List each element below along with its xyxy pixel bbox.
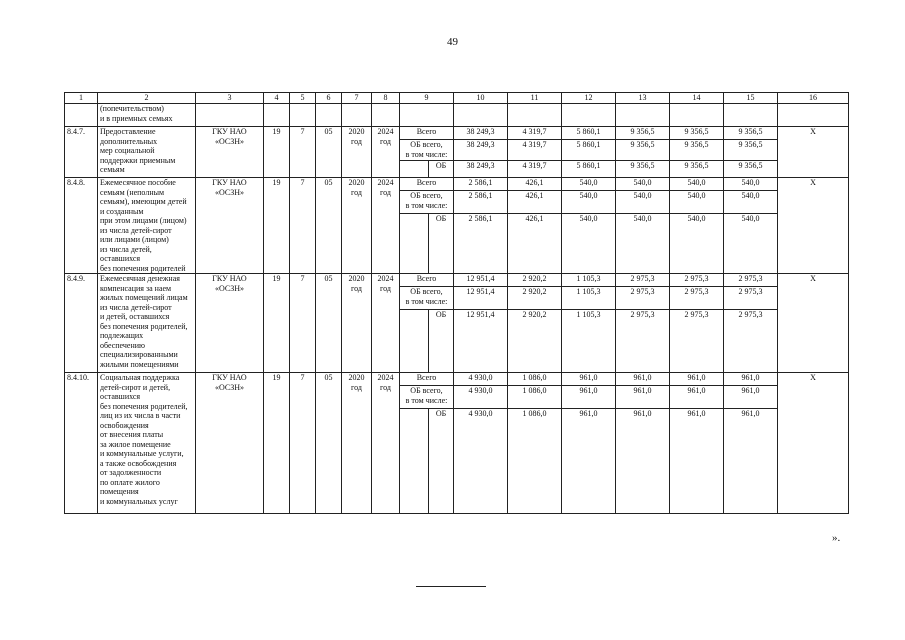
code-col-5: 7 xyxy=(290,178,316,274)
measure-row xyxy=(65,373,849,386)
value-col-12: 5 860,1 xyxy=(562,140,616,161)
code-col-5: 7 xyxy=(290,127,316,178)
code-col-6: 05 xyxy=(316,373,342,514)
funding-source: ОБ всего, в том числе: xyxy=(400,191,454,214)
value-col-14: 9 356,5 xyxy=(670,161,724,178)
value-col-11: 426,1 xyxy=(508,178,562,191)
value-col-14: 9 356,5 xyxy=(670,127,724,140)
continuation-row xyxy=(65,104,849,127)
value-col-11: 4 319,7 xyxy=(508,127,562,140)
value-col-15: 540,0 xyxy=(724,191,778,214)
value-col-11: 1 086,0 xyxy=(508,386,562,409)
code-col-4: 19 xyxy=(264,127,290,178)
value-col-13: 540,0 xyxy=(616,191,670,214)
value-col-13: 961,0 xyxy=(616,386,670,409)
value-col-15: 2 975,3 xyxy=(724,310,778,373)
header-col-2: 2 xyxy=(98,93,196,104)
indicator-link: X xyxy=(778,178,849,274)
value-col-11: 426,1 xyxy=(508,214,562,274)
header-col-8: 8 xyxy=(372,93,400,104)
funding-source-label: ОБ xyxy=(435,409,447,418)
value-col-13: 9 356,5 xyxy=(616,161,670,178)
value-col-14: 961,0 xyxy=(670,386,724,409)
funding-source-split xyxy=(400,161,453,177)
header-col-1: 1 xyxy=(65,93,98,104)
header-col-6: 6 xyxy=(316,93,342,104)
value-col-14: 2 975,3 xyxy=(670,287,724,310)
code-col-5: 7 xyxy=(290,373,316,514)
value-col-11: 4 319,7 xyxy=(508,140,562,161)
value-col-11: 2 920,2 xyxy=(508,287,562,310)
value-col-10: 12 951,4 xyxy=(454,287,508,310)
indicator-link: X xyxy=(778,127,849,178)
measure-name: Социальная поддержка детей-сирот и детей, оставшихся без попечения родителей, лиц из их числа в части освобождения от внесения платы за жилое помещение и коммунальные услуги, а также освобождения от задолженности по оплате жилого помещения и коммунальных услуг xyxy=(98,373,196,514)
value-col-11: 2 920,2 xyxy=(508,310,562,373)
header-col-14: 14 xyxy=(670,93,724,104)
value-col-13: 9 356,5 xyxy=(616,127,670,140)
header-col-13: 13 xyxy=(616,93,670,104)
header-col-3: 3 xyxy=(196,93,264,104)
indicator-link: X xyxy=(778,373,849,514)
value-col-15: 2 975,3 xyxy=(724,274,778,287)
header-col-4: 4 xyxy=(264,93,290,104)
value-col-13: 961,0 xyxy=(616,373,670,386)
value-col-11: 1 086,0 xyxy=(508,409,562,514)
header-col-11: 11 xyxy=(508,93,562,104)
value-col-12: 540,0 xyxy=(562,191,616,214)
funding-source-indent xyxy=(400,409,429,513)
measure-name: Ежемесячное пособие семьям (неполным семьям), имеющим детей и созданным при этом лицами (лицом) из числа детей-сирот или лицами (лицом) из числа детей, оставшихся без попечения родителей xyxy=(98,178,196,274)
value-col-13: 961,0 xyxy=(616,409,670,514)
header-col-9: 9 xyxy=(400,93,454,104)
value-col-12: 5 860,1 xyxy=(562,161,616,178)
value-col-15: 540,0 xyxy=(724,214,778,274)
measure-row xyxy=(65,127,849,140)
code-col-4: 19 xyxy=(264,373,290,514)
funding-source: ОБ всего, в том числе: xyxy=(400,386,454,409)
measure-name: Предоставление дополнительных мер социальной поддержки приемным семьям xyxy=(98,127,196,178)
value-col-13: 2 975,3 xyxy=(616,310,670,373)
value-col-14: 2 975,3 xyxy=(670,274,724,287)
value-col-14: 540,0 xyxy=(670,214,724,274)
closing-quote: ». xyxy=(832,532,841,544)
value-col-15: 9 356,5 xyxy=(724,161,778,178)
value-col-11: 2 920,2 xyxy=(508,274,562,287)
value-col-10: 4 930,0 xyxy=(454,386,508,409)
value-col-12: 1 105,3 xyxy=(562,287,616,310)
value-col-14: 961,0 xyxy=(670,409,724,514)
value-col-12: 1 105,3 xyxy=(562,274,616,287)
end-year: 2024 год xyxy=(372,178,400,274)
funding-source-indent xyxy=(400,161,429,177)
value-col-13: 540,0 xyxy=(616,214,670,274)
measure-number: 8.4.9. xyxy=(65,274,98,373)
value-col-10: 4 930,0 xyxy=(454,409,508,514)
header-col-7: 7 xyxy=(342,93,372,104)
value-col-12: 540,0 xyxy=(562,178,616,191)
value-col-13: 540,0 xyxy=(616,178,670,191)
value-col-10: 12 951,4 xyxy=(454,274,508,287)
indicator-link: X xyxy=(778,274,849,373)
header-col-10: 10 xyxy=(454,93,508,104)
value-col-10: 2 586,1 xyxy=(454,214,508,274)
funding-source: Всего xyxy=(400,373,454,386)
value-col-10: 4 930,0 xyxy=(454,373,508,386)
value-col-15: 2 975,3 xyxy=(724,287,778,310)
value-col-12: 5 860,1 xyxy=(562,127,616,140)
value-col-12: 540,0 xyxy=(562,214,616,274)
funding-source xyxy=(400,214,454,274)
end-year: 2024 год xyxy=(372,373,400,514)
value-col-12: 961,0 xyxy=(562,386,616,409)
funding-source-label: ОБ xyxy=(435,310,447,319)
value-col-11: 1 086,0 xyxy=(508,373,562,386)
value-col-14: 540,0 xyxy=(670,191,724,214)
value-col-15: 540,0 xyxy=(724,178,778,191)
program-table xyxy=(64,92,849,514)
funding-source-split xyxy=(400,310,453,372)
value-col-12: 961,0 xyxy=(562,373,616,386)
funding-source: ОБ всего, в том числе: xyxy=(400,140,454,161)
value-col-10: 2 586,1 xyxy=(454,191,508,214)
value-col-12: 961,0 xyxy=(562,409,616,514)
code-col-5: 7 xyxy=(290,274,316,373)
start-year: 2020 год xyxy=(342,178,372,274)
funding-source-label: ОБ xyxy=(435,161,447,170)
measure-name: Ежемесячная денежная компенсация за наем жилых помещений лицам из числа детей-сирот и детей, оставшихся без попечения родителей, подлежащих обеспечению специализированными жилыми помещениями xyxy=(98,274,196,373)
value-col-10: 38 249,3 xyxy=(454,140,508,161)
funding-source: Всего xyxy=(400,274,454,287)
code-col-6: 05 xyxy=(316,178,342,274)
start-year: 2020 год xyxy=(342,127,372,178)
value-col-15: 9 356,5 xyxy=(724,127,778,140)
start-year: 2020 год xyxy=(342,373,372,514)
measure-number: 8.4.10. xyxy=(65,373,98,514)
funding-source-indent xyxy=(400,214,429,273)
funding-source xyxy=(400,161,454,178)
value-col-10: 12 951,4 xyxy=(454,310,508,373)
footnote-separator xyxy=(416,586,486,587)
measure-row xyxy=(65,274,849,287)
value-col-12: 1 105,3 xyxy=(562,310,616,373)
start-year: 2020 год xyxy=(342,274,372,373)
value-col-10: 38 249,3 xyxy=(454,161,508,178)
end-year: 2024 год xyxy=(372,127,400,178)
measure-executor: ГКУ НАО «ОСЗН» xyxy=(196,127,264,178)
measure-number: 8.4.8. xyxy=(65,178,98,274)
funding-source xyxy=(400,409,454,514)
funding-source: Всего xyxy=(400,127,454,140)
measure-executor: ГКУ НАО «ОСЗН» xyxy=(196,274,264,373)
measure-executor: ГКУ НАО «ОСЗН» xyxy=(196,178,264,274)
measure-row xyxy=(65,178,849,191)
code-col-6: 05 xyxy=(316,127,342,178)
funding-source: Всего xyxy=(400,178,454,191)
value-col-13: 2 975,3 xyxy=(616,287,670,310)
funding-source: ОБ всего, в том числе: xyxy=(400,287,454,310)
header-col-12: 12 xyxy=(562,93,616,104)
value-col-10: 2 586,1 xyxy=(454,178,508,191)
code-col-6: 05 xyxy=(316,274,342,373)
value-col-10: 38 249,3 xyxy=(454,127,508,140)
value-col-14: 9 356,5 xyxy=(670,140,724,161)
header-col-15: 15 xyxy=(724,93,778,104)
header-col-5: 5 xyxy=(290,93,316,104)
end-year: 2024 год xyxy=(372,274,400,373)
value-col-15: 9 356,5 xyxy=(724,140,778,161)
value-col-11: 4 319,7 xyxy=(508,161,562,178)
code-col-4: 19 xyxy=(264,178,290,274)
code-col-4: 19 xyxy=(264,274,290,373)
funding-source-split xyxy=(400,214,453,273)
value-col-15: 961,0 xyxy=(724,373,778,386)
value-col-14: 540,0 xyxy=(670,178,724,191)
funding-source-label: ОБ xyxy=(435,214,447,224)
value-col-11: 426,1 xyxy=(508,191,562,214)
value-col-15: 961,0 xyxy=(724,409,778,514)
value-col-14: 961,0 xyxy=(670,373,724,386)
value-col-13: 9 356,5 xyxy=(616,140,670,161)
funding-source-split xyxy=(400,409,453,513)
value-col-15: 961,0 xyxy=(724,386,778,409)
funding-source xyxy=(400,310,454,373)
funding-source-indent xyxy=(400,310,429,372)
header-col-16: 16 xyxy=(778,93,849,104)
header-row xyxy=(65,93,849,104)
value-col-13: 2 975,3 xyxy=(616,274,670,287)
measure-number: 8.4.7. xyxy=(65,127,98,178)
continuation-text: (попечительством) и в приемных семьях xyxy=(98,104,196,127)
measure-executor: ГКУ НАО «ОСЗН» xyxy=(196,373,264,514)
page-number: 49 xyxy=(447,36,458,48)
value-col-14: 2 975,3 xyxy=(670,310,724,373)
